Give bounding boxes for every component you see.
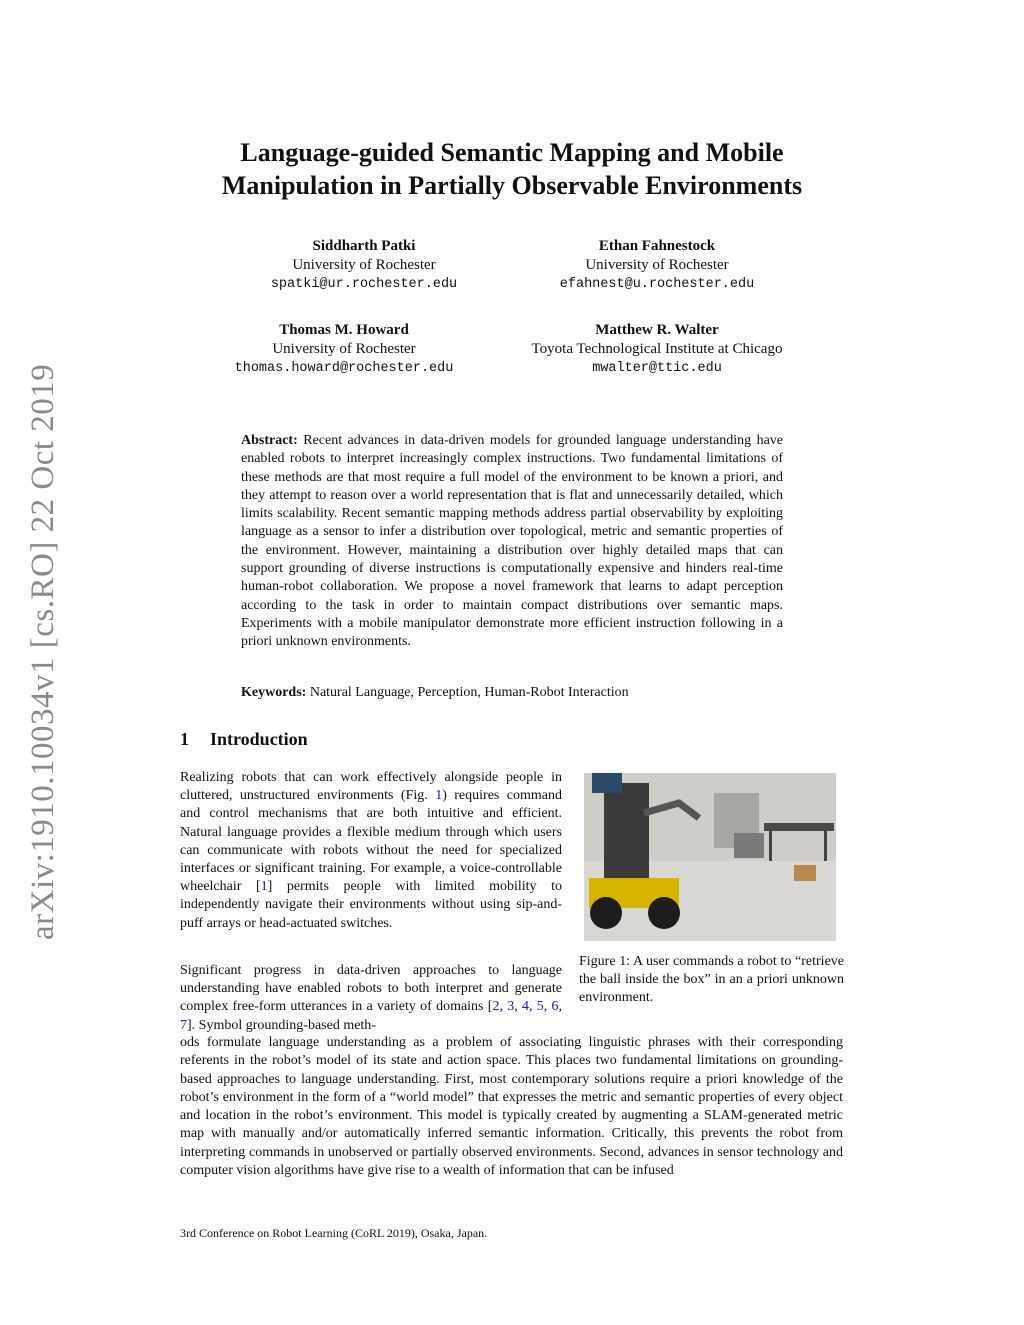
author-email[interactable]: spatki@ur.rochester.edu (270, 277, 458, 292)
author-block (487, 237, 827, 294)
citation-link[interactable]: 2 (492, 999, 500, 1015)
paragraph-text: ] permits people with limited mobility to independently navigate their environments without using sip-and-puff arrays or head-actuated switches. (180, 879, 562, 931)
figure-reference-link[interactable]: 1 (435, 788, 443, 804)
paragraph-text: ) requires command and control mechanisms that are both intuitive and efficient. Natural language provides a flexible medium through which users can communicate with robots without the need for specialized interfaces or significant training. For example, a voice-controllable wheelchair [ (180, 788, 562, 895)
author-affiliation: University of Rochester (272, 341, 416, 357)
author-email[interactable]: mwalter@ttic.edu (592, 361, 722, 376)
section-title: Introduction (210, 729, 308, 749)
figure-caption: Figure 1: A user commands a robot to “retrieve the ball inside the box” in an a priori unknown environment. (579, 954, 844, 1006)
author-affiliation: University of Rochester (292, 257, 436, 273)
citation-link[interactable]: 5 (536, 999, 544, 1015)
author-name: Ethan Fahnestock (598, 238, 716, 254)
lab-table (764, 823, 834, 831)
author-block (174, 321, 514, 378)
author-name: Matthew R. Walter (595, 322, 719, 338)
keywords (241, 684, 801, 702)
keywords-label: Keywords: (241, 685, 307, 700)
intro-paragraph-2-continued: ods formulate language understanding as a problem of associating linguistic phrases with their corresponding referents in the robot’s model of its state and action space. This places two fundamental limitations on grounding-based approaches to language understanding. First, most contemporary solutions require a priori knowledge of the robot’s environment in the form of a “world model” that expresses the metric and semantic properties of every object and location in the robot’s environment. This model is typically created by augmenting a SLAM-generated metric map with manually and/or automatically inferred semantic information. Critically, this prevents the robot from interpreting commands in unobserved or partially observed environments. Second, advances in sensor technology and computer vision algorithms have give rise to a wealth of information that can be infused (180, 1035, 843, 1179)
abstract-label: Abstract: (241, 433, 298, 448)
paper-title (150, 136, 874, 202)
abstract (241, 432, 783, 652)
robot-photo (584, 773, 836, 941)
cardboard-box (794, 865, 816, 881)
citation-link[interactable]: 1 (260, 879, 268, 895)
title-line-2: Manipulation in Partially Observable Environments (221, 171, 803, 200)
keywords-text: Natural Language, Perception, Human-Robot Interaction (309, 685, 629, 700)
title-line-1: Language-guided Semantic Mapping and Mobile (240, 138, 784, 167)
author-email[interactable]: thomas.howard@rochester.edu (234, 361, 454, 376)
robot-mast (604, 783, 649, 893)
footer-venue: 3rd Conference on Robot Learning (CoRL 2019), Osaka, Japan. (180, 1226, 488, 1240)
intro-paragraph-2: Significant progress in data-driven approaches to language understanding have enabled robots to both interpret and generate complex free-form utterances in a variety of domains [2, 3, 4, 5, 6, 7]. Symbol grounding-based meth- (180, 963, 562, 1033)
paragraph-text: Realizing robots that can work effectively alongside people in cluttered, unstructured environments (Fig. (180, 770, 562, 804)
author-block (487, 321, 827, 378)
robot-screen (592, 773, 622, 793)
citation-link[interactable]: 4 (521, 999, 529, 1015)
author-block (194, 237, 534, 294)
intro-paragraph-1 (180, 769, 562, 933)
lab-equipment (734, 833, 764, 858)
author-email[interactable]: efahnest@u.rochester.edu (559, 277, 755, 292)
abstract-text: Recent advances in data-driven models for grounded language understanding have enabled robots to interpret increasingly complex instructions. Two fundamental limitations of these methods are that most require a full model of the environment to be known a priori, and they attempt to reason over a world representation that is flat and unnecessarily detailed, which limits scalability. Recent semantic mapping methods address partial observability by exploiting language as a sensor to infer a distribution over topological, metric and semantic properties of the environment. However, maintaining a distribution over highly detailed maps that can support grounding of diverse instructions is computationally expensive and hinders real-time human-robot collaboration. We propose a novel framework that learns to adapt perception according to the task in order to maintain compact distributions over semantic maps. Experiments with a mobile manipulator demonstrate more efficient instruction following in a priori unknown environments. (241, 433, 783, 650)
arxiv-identifier: arXiv:1910.10034v1 [cs.RO] 22 Oct 2019 (25, 363, 61, 940)
author-name: Thomas M. Howard (279, 322, 409, 338)
author-affiliation: University of Rochester (585, 257, 729, 273)
robot-wheel (648, 897, 680, 929)
section-heading (180, 729, 308, 750)
paragraph-text: ]. Symbol grounding-based meth- (187, 1017, 376, 1033)
section-number: 1 (180, 729, 189, 749)
author-affiliation: Toyota Technological Institute at Chicago (531, 341, 783, 357)
citation-link[interactable]: 3 (507, 999, 515, 1015)
robot-wheel (590, 897, 622, 929)
paragraph-text: Significant progress in data-driven approaches to language understanding have enabled robots to both interpret and generate complex free-form utterances in a variety of domains [ (180, 963, 562, 1015)
robot-photo-illustration (584, 773, 836, 941)
author-name: Siddharth Patki (312, 238, 416, 254)
citation-link[interactable]: 7 (180, 1017, 187, 1033)
table-leg (769, 831, 772, 861)
citation-link[interactable]: 6 (551, 999, 559, 1015)
table-leg (824, 831, 827, 861)
